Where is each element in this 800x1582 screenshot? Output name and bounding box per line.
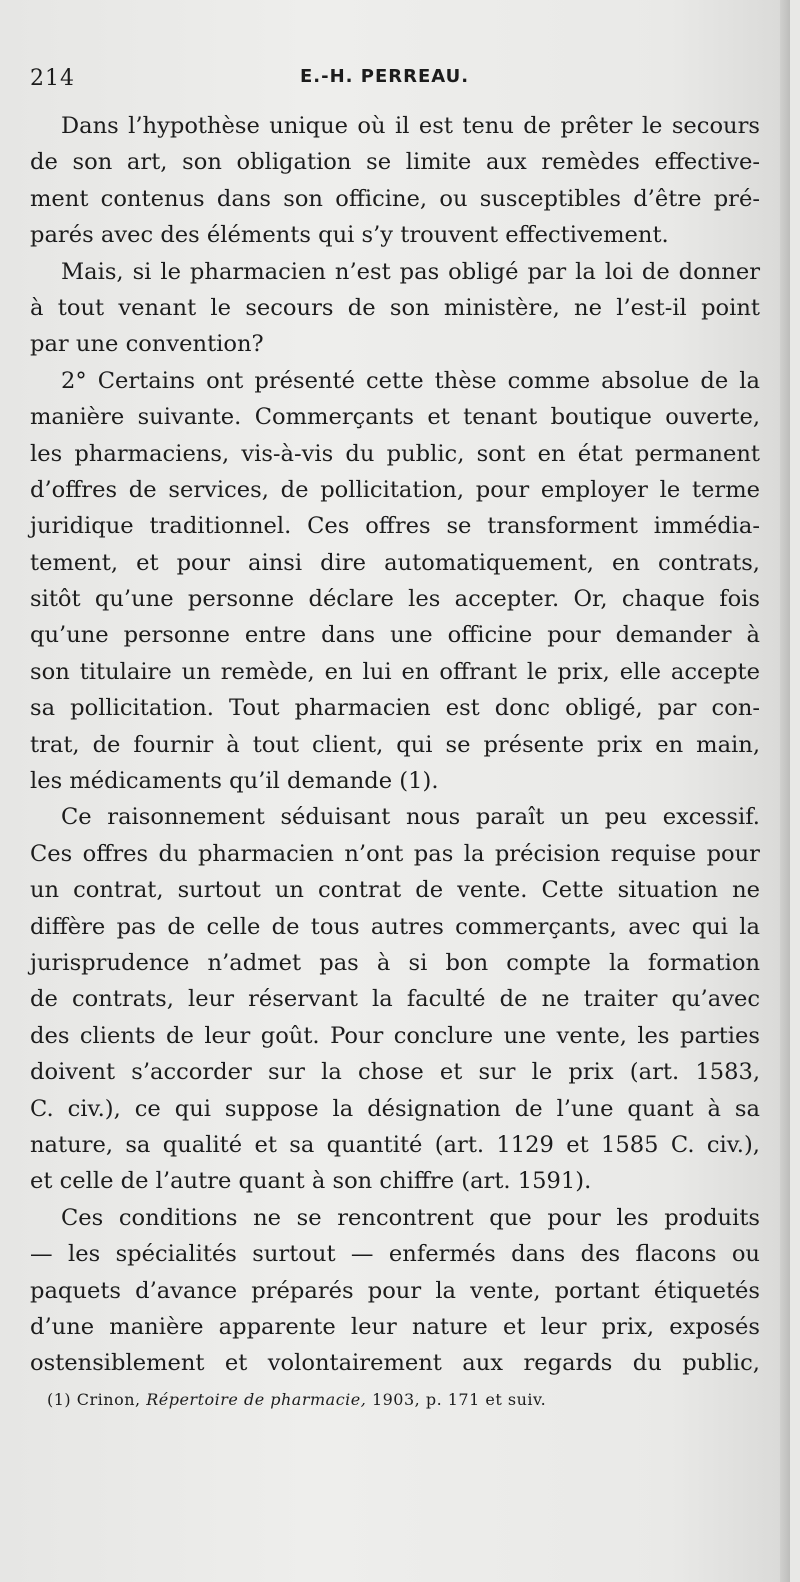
text-line: les médicaments qu’il demande (1). — [30, 768, 439, 795]
text-line: paquets d’avance préparés pour la vente, portant étiquetés — [30, 1277, 760, 1304]
text-line: ostensiblement et volontairement aux regards du public, — [30, 1350, 760, 1377]
text-line: Ces conditions ne se rencontrent que pour les produits — [61, 1204, 760, 1231]
text-line: diffère pas de celle de tous autres commerçants, avec qui la — [30, 913, 760, 940]
text-line: d’offres de services, de pollicitation, pour employer le terme — [30, 476, 760, 503]
text-line: ment contenus dans son officine, ou susceptibles d’être pré- — [30, 185, 760, 212]
page-header — [30, 66, 770, 102]
text-line: C. civ.), ce qui suppose la désignation de l’une quant à sa — [30, 1095, 760, 1122]
footnote-details: 1903, p. 171 et suiv. — [371, 1390, 547, 1409]
running-head: E.-H. PERREAU. — [300, 66, 470, 87]
text-line: les pharmaciens, vis-à-vis du public, sont en état permanent — [30, 440, 760, 467]
text-line: doivent s’accorder sur la chose et sur le prix (art. 1583, — [30, 1059, 760, 1086]
text-line: sitôt qu’une personne déclare les accepter. Or, chaque fois — [30, 586, 760, 613]
text-line: trat, de fournir à tout client, qui se présente prix en main, — [30, 731, 760, 758]
footnote — [47, 1390, 747, 1409]
text-line: Ces offres du pharmacien n’ont pas la précision requise pour — [30, 840, 760, 867]
text-line: parés avec des éléments qui s’y trouvent effectivement. — [30, 222, 669, 249]
text-line: manière suivante. Commerçants et tenant boutique ouverte, — [30, 404, 760, 431]
text-line: à tout venant le secours de son ministère, ne l’est-il point — [30, 294, 760, 321]
text-line: nature, sa qualité et sa quantité (art. 1129 et 1585 C. civ.), — [30, 1131, 760, 1158]
footnote-title: Répertoire de pharmacie, — [146, 1390, 367, 1409]
text-line: qu’une personne entre dans une officine pour demander à — [30, 622, 760, 649]
text-line: d’une manière apparente leur nature et leur prix, exposés — [30, 1313, 760, 1340]
text-line: et celle de l’autre quant à son chiffre (art. 1591). — [30, 1168, 592, 1195]
text-line: de son art, son obligation se limite aux remèdes effective- — [30, 149, 760, 176]
text-line: juridique traditionnel. Ces offres se transforment immédia- — [30, 513, 760, 540]
body-text — [30, 108, 760, 1382]
footnote-author: Crinon, — [76, 1390, 141, 1409]
text-line: par une convention? — [30, 331, 264, 358]
text-line: sa pollicitation. Tout pharmacien est donc obligé, par con- — [30, 695, 760, 722]
page-edge-shadow — [780, 0, 790, 1582]
text-line: son titulaire un remède, en lui en offrant le prix, elle accepte — [30, 658, 760, 685]
text-line: Dans l’hypothèse unique où il est tenu de prêter le secours — [61, 113, 760, 139]
text-line: — les spécialités surtout — enfermés dans des flacons ou — [30, 1241, 760, 1268]
page-number: 214 — [30, 66, 75, 91]
text-line: Ce raisonnement séduisant nous paraît un peu excessif. — [61, 804, 760, 831]
text-line: des clients de leur goût. Pour conclure une vente, les parties — [30, 1022, 760, 1049]
text-line: de contrats, leur réservant la faculté de ne traiter qu’avec — [30, 986, 760, 1013]
text-line: un contrat, surtout un contrat de vente. Cette situation ne — [30, 877, 760, 904]
text-line: jurisprudence n’admet pas à si bon compte la formation — [30, 949, 760, 976]
text-line: 2° Certains ont présenté cette thèse comme absolue de la — [61, 367, 760, 394]
text-line: Mais, si le pharmacien n’est pas obligé par la loi de donner — [61, 258, 760, 285]
footnote-marker: (1) — [47, 1390, 72, 1409]
text-line: tement, et pour ainsi dire automatiquement, en contrats, — [30, 549, 760, 576]
